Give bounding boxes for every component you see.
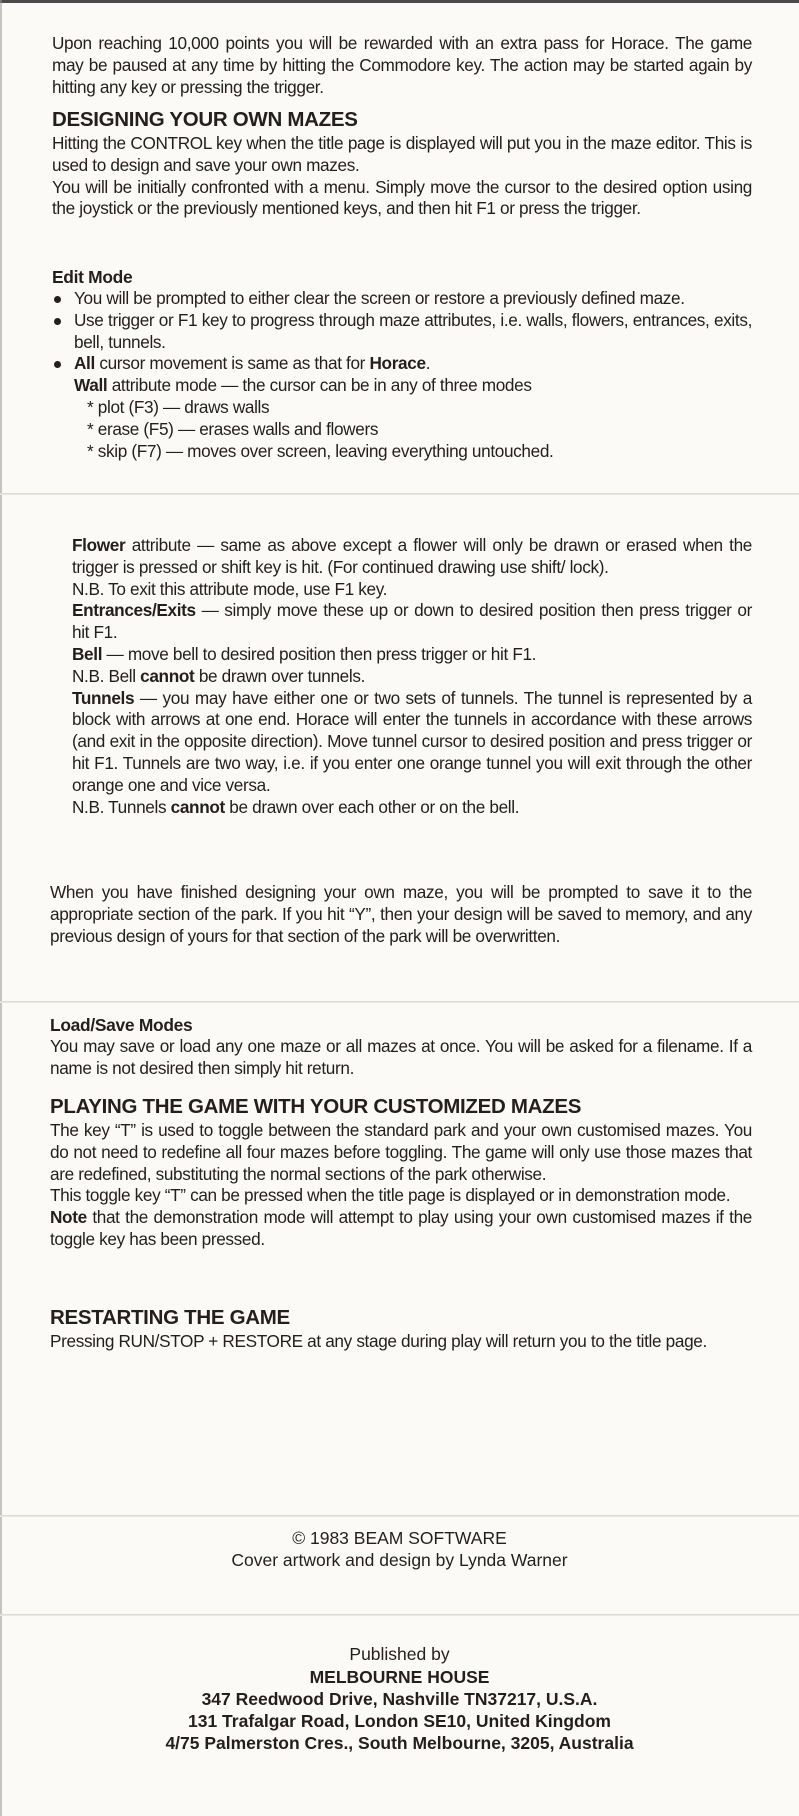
entrances-label: Entrances/Exits [72,600,196,621]
playing-paragraph-2: This toggle key “T” can be pressed when the title page is displayed or in demonstration mode. [50,1185,731,1206]
bullet-icon [54,296,61,303]
list-item-text: . [425,353,431,374]
flower-nb: N.B. To exit this attribute mode, use F1 key. [72,578,388,599]
designing-heading: DESIGNING YOUR OWN MAZES [52,108,358,131]
flower-text: attribute — same as above except a flower will only be drawn or erased when the trigger is pressed or shift key is hit. (For continued drawing use shift/ lock). [72,535,752,577]
playing-section [50,1094,752,1251]
flower-label: Flower [72,535,126,555]
designing-section [52,107,752,220]
address-usa: 347 Reedwood Drive, Nashville TN37217, U.S.A. [201,1688,598,1709]
scan-top-edge [0,0,799,3]
fold-line [0,493,799,495]
edit-mode-section [52,266,752,462]
flower-paragraph [72,535,752,579]
artwork-credit: Cover artwork and design by Lynda Warner [231,1549,568,1570]
list-item [52,310,752,354]
intro-paragraph: Upon reaching 10,000 points you will be rewarded with an extra pass for Horace. The game may be paused at any time by hitting the Commodore key. The action may be started again by hitting any key or pressing the trigger. [52,33,752,97]
copyright-line [0,1528,799,1550]
list-item [52,288,752,310]
credits-section [0,1528,799,1571]
list-item-text: You will be prompted to either clear the screen or restore a previously defined maze. [74,288,685,308]
wall-label: Wall [74,375,108,396]
bold-all: All [74,353,95,374]
bullet-icon [54,361,61,368]
publisher-name: MELBOURNE HOUSE [309,1666,490,1687]
publisher-section [0,1644,799,1754]
bell-paragraph [72,644,752,666]
restarting-section [50,1305,752,1353]
finish-section [50,882,752,947]
wall-mode-erase: * erase (F5) — erases walls and flowers [87,418,379,439]
load-save-paragraph: You may save or load any one maze or all mazes at once. You will be asked for a filename. If a name is not desired then simply hit return. [50,1036,752,1078]
bullet-icon [54,318,61,325]
restarting-paragraph: Pressing RUN/STOP + RESTORE at any stage during play will return you to the title page. [50,1331,707,1351]
bell-nb-post: be drawn over tunnels. [194,665,366,686]
bell-label: Bell [72,643,103,664]
address-australia: 4/75 Palmerston Cres., South Melbourne, 3205, Australia [165,1732,634,1753]
wall-mode-line [52,375,752,397]
wall-text: attribute mode — the cursor can be in any of three modes [107,375,532,396]
designing-paragraph-2: You will be initially confronted with a menu. Simply move the cursor to the desired option using the joystick or the previously mentioned keys, and then hit F1 or press the trigger. [52,176,752,219]
list-item-text: cursor movement is same as that for [94,353,370,374]
copyright-icon: © [292,1528,306,1548]
entrances-text: — simply move these up or down to desired position then press trigger or hit F1. [72,600,752,643]
address-uk: 131 Trafalgar Road, London SE10, United Kingdom [188,1710,611,1731]
finish-paragraph: When you have finished designing your own maze, you will be prompted to save it to the appropriate section of the park. If you hit “Y”, then your design will be saved to memory, and any previous design of yours for that section of the park will be overwritten. [50,882,752,946]
designing-paragraph-1: Hitting the CONTROL key when the title page is displayed will put you in the maze editor. This is used to design and save your own mazes. [52,133,752,175]
bell-text: — move bell to desired position then press trigger or hit F1. [102,643,537,664]
edit-mode-list [52,288,752,375]
playing-note [50,1207,752,1251]
intro-section [52,33,752,98]
tunnels-nb-pre: N.B. Tunnels [72,796,171,817]
playing-paragraph-1: The key “T” is used to toggle between the standard park and your own customised mazes. You do not need to redefine all four mazes before toggling. The game will only use those mazes that are redefined, substituting the normal sections of the park otherwise. [50,1120,752,1184]
copyright-text: 1983 BEAM SOFTWARE [305,1528,507,1548]
fold-line [0,1515,799,1517]
tunnels-nb-post: be drawn over each other or on the bell. [224,796,520,817]
entrances-paragraph [72,600,752,644]
attributes-section [72,535,752,818]
tunnels-nb [72,797,752,819]
wall-mode-skip: * skip (F7) — moves over screen, leaving everything untouched. [87,440,554,461]
note-label: Note [50,1207,87,1228]
tunnels-label: Tunnels [72,687,135,708]
wall-mode-plot: * plot (F3) — draws walls [87,396,270,417]
bold-horace: Horace [369,353,426,374]
bell-nb-bold: cannot [140,665,195,686]
published-by: Published by [349,1644,450,1664]
playing-heading: PLAYING THE GAME WITH YOUR CUSTOMIZED MAZES [50,1095,582,1118]
load-save-section [50,1014,752,1080]
list-item-text: Use trigger or F1 key to progress through maze attributes, i.e. walls, flowers, entrances, exits, bell, tunnels. [74,309,752,352]
note-text: that the demonstration mode will attempt to play using your own customised mazes if the toggle key has been pressed. [50,1207,752,1249]
tunnels-nb-bold: cannot [170,796,225,817]
bell-nb-pre: N.B. Bell [72,665,141,686]
restarting-heading: RESTARTING THE GAME [50,1306,290,1329]
tunnels-paragraph [72,688,752,797]
load-save-heading: Load/Save Modes [50,1015,193,1035]
edit-mode-heading: Edit Mode [52,267,133,287]
bell-nb [72,666,752,688]
list-item [52,353,752,375]
fold-line [0,1614,799,1616]
fold-line [0,1001,799,1003]
tunnels-text: — you may have either one or two sets of tunnels. The tunnel is represented by a block with arrows at one end. Horace will enter the tunnels in accordance with these arrows (and exit in the opposite direction). Move tunnel cursor to desired position and press trigger or hit F1. Tunnels are two way, i.e. if you enter one orange tunnel you will exit through the other orange one and vice versa. [72,687,752,795]
